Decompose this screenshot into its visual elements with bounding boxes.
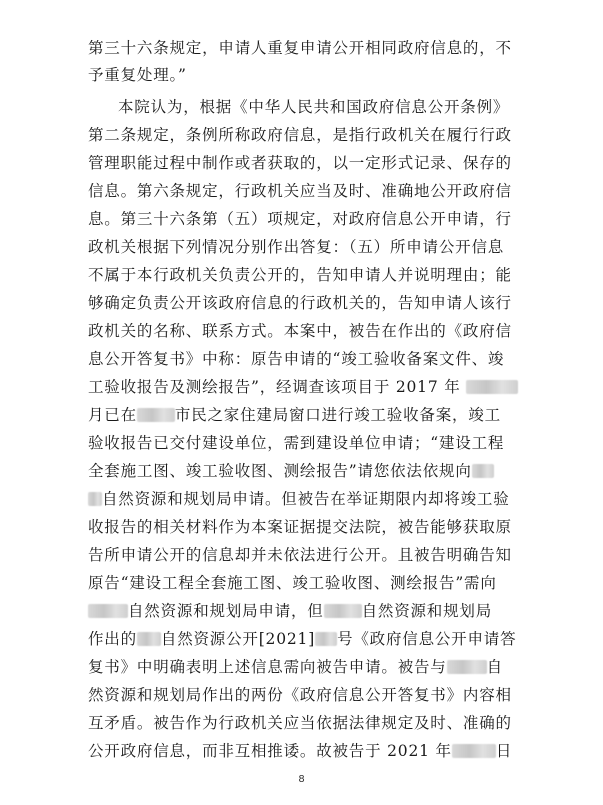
text-line: 第三十六条规定，申请人重复申请公开相同政府信息的，不 bbox=[88, 39, 512, 57]
text-line: 作出的 自然资源公开[2021] 号《政府信息公开申请答 bbox=[88, 630, 517, 648]
text-line: 原告“建设工程全套施工图、竣工验收图、测绘报告”需向 bbox=[88, 574, 497, 592]
text-line: 复书》中明确表明上述信息需向被告申请。被告与 自 bbox=[88, 658, 503, 676]
text-line: 自然资源和规划局申请，但 自然资源和规划局 bbox=[88, 601, 518, 621]
redacted-block bbox=[324, 604, 362, 618]
text-line: 够确定负责公开该政府信息的行政机关的，告知申请人该行 bbox=[88, 294, 512, 312]
text-line: 政机关根据下列情况分别作出答复：（五）所申请公开信息 bbox=[88, 238, 505, 256]
text-line: 息公开答复书》中称：原告申请的“竣工验收备案文件、竣 bbox=[88, 350, 505, 368]
text-line: 告所申请公开的信息却并未依法进行公开。且被告明确告知 bbox=[88, 546, 512, 564]
redacted-block bbox=[88, 492, 102, 506]
paragraph-start: 本院认为，根据《中华人民共和国政府信息公开条例》 bbox=[118, 98, 510, 116]
redacted-block bbox=[466, 380, 518, 394]
text-line: 政机关的名称、联系方式。本案中，被告在作出的《政府信 bbox=[88, 322, 512, 340]
page-number: 8 bbox=[298, 774, 305, 785]
redacted-block bbox=[137, 408, 175, 422]
text-line: 全套施工图、竣工验收图、测绘报告”请您依法依规向 bbox=[88, 461, 518, 481]
redacted-block bbox=[88, 604, 128, 618]
redacted-block bbox=[452, 744, 496, 758]
text-line: 收报告的相关材料作为本案证据提交法院，被告能够获取原 bbox=[88, 518, 512, 536]
text-line: 信息。第六条规定，行政机关应当及时、准确地公开政府信 bbox=[88, 182, 512, 200]
redacted-block bbox=[315, 632, 337, 646]
text-line: 自然资源和规划局申请。但被告在举证期限内却将竣工验 bbox=[88, 489, 518, 509]
redacted-block bbox=[472, 464, 494, 478]
text-line: 不属于本行政机关负责公开的，告知申请人并说明理由；能 bbox=[88, 266, 512, 284]
text-line: 管理职能过程中制作或者获取的，以一定形式记录、保存的 bbox=[88, 154, 512, 172]
text-line: 验收报告已交付建设单位，需到建设单位申请；“建设工程 bbox=[88, 434, 505, 452]
text-line: 工验收报告及测绘报告”，经调查该项目于 2017 年 bbox=[88, 377, 518, 397]
text-line: 公开政府信息，而非互相推诿。故被告于 2021 年 日 bbox=[88, 742, 513, 760]
text-line: 然资源和规划局作出的两份《政府信息公开答复书》内容相 bbox=[88, 686, 512, 704]
redacted-block bbox=[137, 632, 161, 646]
text-line: 互矛盾。被告作为行政机关应当依据法律规定及时、准确的 bbox=[88, 714, 512, 732]
text-line: 第二条规定，条例所称政府信息，是指行政机关在履行行政 bbox=[88, 126, 512, 144]
text-line: 息。第三十六条第（五）项规定，对政府信息公开申请，行 bbox=[88, 210, 512, 228]
redacted-block bbox=[447, 660, 487, 674]
text-line: 予重复处理。” bbox=[88, 66, 187, 84]
text-line: 月已在 市民之家住建局窗口进行竣工验收备案，竣工 bbox=[88, 406, 501, 424]
